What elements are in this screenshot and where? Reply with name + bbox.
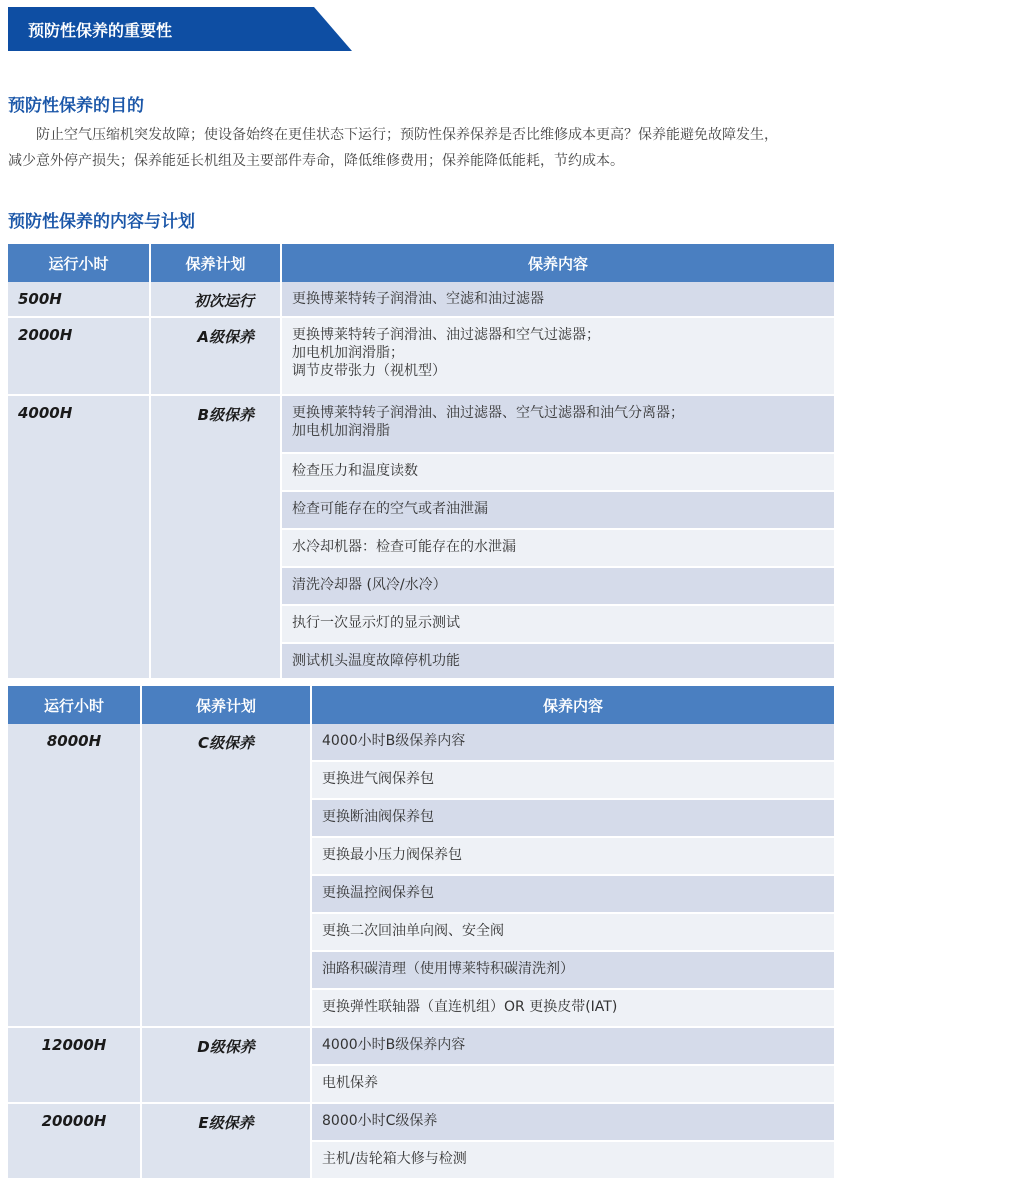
content-line: 更换博莱特转子润滑油、油过滤器、空气过滤器和油气分离器； <box>292 405 684 421</box>
table-row <box>8 724 834 762</box>
header-content: 保养内容 <box>312 686 834 724</box>
content-cell: 主机/齿轮箱大修与检测 <box>312 1142 834 1180</box>
hours-cell: 20000H <box>8 1104 142 1180</box>
purpose-line-2: 减少意外停产损失；保养能延长机组及主要部件寿命，降低维修费用；保养能降低能耗，节约成本。 <box>8 153 624 169</box>
content-cell: 更换进气阀保养包 <box>312 762 834 800</box>
table-row <box>8 1028 834 1066</box>
table-row <box>8 318 834 396</box>
plan-cell: C级保养 <box>142 724 312 1028</box>
content-cell: 检查可能存在的空气或者油泄漏 <box>282 492 834 530</box>
content-line: 加电机加润滑脂； <box>292 345 404 361</box>
plan-cell: 初次运行 <box>151 282 282 318</box>
purpose-paragraph <box>8 122 1011 174</box>
content-cell: 水冷却机器：检查可能存在的水泄漏 <box>282 530 834 568</box>
content-cell: 更换温控阀保养包 <box>312 876 834 914</box>
hours-cell: 4000H <box>8 396 151 680</box>
hours-cell: 500H <box>8 282 151 318</box>
plan-cell: D级保养 <box>142 1028 312 1104</box>
hours-cell: 12000H <box>8 1028 142 1104</box>
hours-cell: 2000H <box>8 318 151 396</box>
purpose-line-1: 防止空气压缩机突发故障；使设备始终在更佳状态下运行；预防性保养保养是否比维修成本更高？保养能避免故障发生， <box>36 127 778 143</box>
plan-cell: A级保养 <box>151 318 282 396</box>
banner-title: 预防性保养的重要性 <box>28 21 173 40</box>
content-cell: 电机保养 <box>312 1066 834 1104</box>
header-content: 保养内容 <box>282 244 834 282</box>
content-cell: 4000小时B级保养内容 <box>312 724 834 762</box>
content-cell: 测试机头温度故障停机功能 <box>282 644 834 680</box>
content-cell: 清洗冷却器 (风冷/水冷） <box>282 568 834 606</box>
content-cell: 4000小时B级保养内容 <box>312 1028 834 1066</box>
plan-cell: B级保养 <box>151 396 282 680</box>
table-row <box>8 282 834 318</box>
content-cell: 检查压力和温度读数 <box>282 454 834 492</box>
header-plan: 保养计划 <box>151 244 282 282</box>
content-line: 调节皮带张力（视机型） <box>292 363 446 379</box>
content-cell: 油路积碳清理（使用博莱特积碳清洗剂） <box>312 952 834 990</box>
header-hours: 运行小时 <box>8 244 151 282</box>
content-cell <box>282 396 834 454</box>
hours-cell: 8000H <box>8 724 142 1028</box>
table-row <box>8 396 834 454</box>
content-cell: 更换博莱特转子润滑油、空滤和油过滤器 <box>282 282 834 318</box>
content-cell: 更换弹性联轴器（直连机组）OR 更换皮带(IAT) <box>312 990 834 1028</box>
content-cell: 更换断油阀保养包 <box>312 800 834 838</box>
header-plan: 保养计划 <box>142 686 312 724</box>
plan-cell: E级保养 <box>142 1104 312 1180</box>
content-cell <box>282 318 834 396</box>
purpose-heading: 预防性保养的目的 <box>8 96 144 116</box>
content-cell: 执行一次显示灯的显示测试 <box>282 606 834 644</box>
section-banner <box>8 7 352 51</box>
content-cell: 更换二次回油单向阀、安全阀 <box>312 914 834 952</box>
maintenance-table-1 <box>8 244 834 680</box>
content-line: 更换博莱特转子润滑油、油过滤器和空气过滤器； <box>292 327 600 343</box>
maintenance-table-2 <box>8 686 834 1180</box>
header-hours: 运行小时 <box>8 686 142 724</box>
table-row <box>8 1104 834 1142</box>
content-cell: 8000小时C级保养 <box>312 1104 834 1142</box>
content-line: 加电机加润滑脂 <box>292 423 390 439</box>
plan-heading: 预防性保养的内容与计划 <box>8 212 195 232</box>
content-cell: 更换最小压力阀保养包 <box>312 838 834 876</box>
